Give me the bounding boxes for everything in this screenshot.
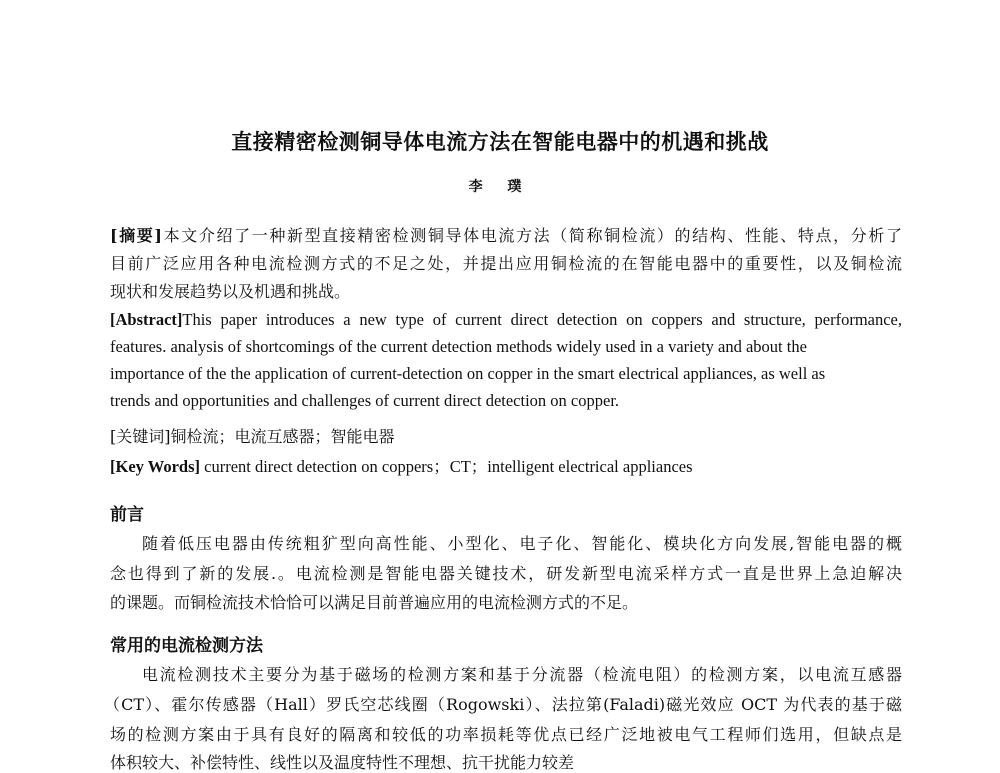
- author: 李 璞: [468, 179, 532, 195]
- keywords-cn: [关键词]铜检流；电流互感器；智能电器: [110, 427, 395, 446]
- paragraph-line: 随着低压电器由传统粗犷型向高性能、小型化、电子化、智能化、模块化方向发展,智能电器的概: [142, 534, 902, 553]
- abstract-en-line: features. analysis of shortcomings of the current detection methods widely used in a variety and about the: [110, 337, 807, 356]
- keywords-en: [Key Words] current direct detection on coppers；CT；intelligent electrical appliances: [110, 457, 693, 476]
- page-title: 直接精密检测铜导体电流方法在智能电器中的机遇和挑战: [231, 130, 769, 154]
- abstract-cn-line: [摘要]本文介绍了一种新型直接精密检测铜导体电流方法（简称铜检流）的结构、性能、特点，分析了: [110, 226, 902, 245]
- paragraph-line: 念也得到了新的发展.。电流检测是智能电器关键技术，研发新型电流采样方式一直是世界上急迫解决: [110, 564, 902, 583]
- paragraph-line: （CT）、霍尔传感器（Hall）罗氏空芯线圈（Rogowski）、法拉第(Faladi)磁光效应 OCT 为代表的基于磁: [104, 695, 902, 714]
- abstract-en-line: importance of the the application of current-detection on copper in the smart electrical appliances, as well as: [110, 364, 826, 383]
- abstract-en-line: [Abstract]This paper introduces a new type of current direct detection on coppers and structure, performance,: [110, 310, 902, 329]
- abstract-en-label: [Abstract]: [110, 310, 183, 329]
- abstract-cn-line: 目前广泛应用各种电流检测方式的不足之处，并提出应用铜检流的在智能电器中的重要性，以及铜检流: [110, 254, 902, 273]
- abstract-cn-line: 现状和发展趋势以及机遇和挑战。: [110, 282, 351, 301]
- paragraph-line: 电流检测技术主要分为基于磁场的检测方案和基于分流器（检流电阻）的检测方案，以电流互感器: [142, 665, 902, 684]
- section-heading: 常用的电流检测方法: [110, 636, 263, 656]
- abstract-cn-label: [摘要]: [110, 226, 162, 245]
- paragraph-line: 场的检测方案由于具有良好的隔离和较低的功率损耗等优点已经广泛地被电气工程师们选用，但缺点是: [110, 725, 902, 744]
- paragraph-line: 的课题。而铜检流技术恰恰可以满足目前普遍应用的电流检测方式的不足。: [110, 593, 639, 612]
- paragraph-line: 体积较大、补偿特性、线性以及温度特性不理想、抗干扰能力较差: [110, 753, 575, 772]
- abstract-en-line: trends and opportunities and challenges of current direct detection on copper.: [110, 391, 620, 410]
- section-heading: 前言: [110, 505, 144, 525]
